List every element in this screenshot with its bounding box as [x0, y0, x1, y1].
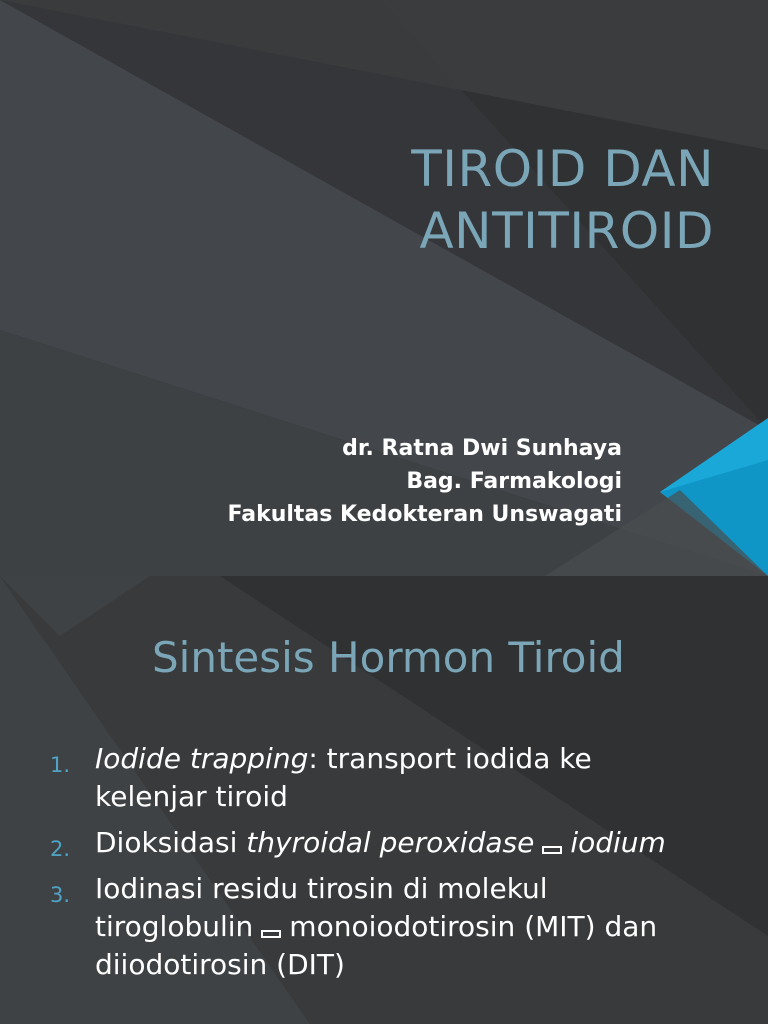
slide-title	[114, 138, 714, 262]
list-number: 3.	[50, 883, 71, 907]
list-item	[0, 740, 768, 816]
italic-term: iodium	[570, 826, 666, 859]
slide-title: Sintesis Hormon Tiroid	[152, 633, 625, 682]
item-text: Iodinasi residu tirosin di molekul tiroglobulin	[95, 872, 548, 943]
department: Bag. Farmakologi	[406, 469, 622, 494]
right-arrow-icon	[261, 930, 281, 938]
right-arrow-icon	[542, 846, 562, 854]
italic-term: Iodide trapping	[95, 742, 309, 775]
item-text: : transport iodida ke kelenjar tiroid	[95, 742, 592, 813]
faculty: Fakultas Kedokteran Unswagati	[227, 502, 622, 527]
author-name: dr. Ratna Dwi Sunhaya	[342, 436, 622, 461]
content-slide	[0, 576, 768, 1024]
synthesis-steps-list	[0, 740, 768, 992]
italic-term: thyroidal peroxidase	[246, 826, 535, 859]
list-item	[0, 870, 768, 984]
list-item	[0, 824, 768, 862]
list-number: 1.	[50, 753, 71, 777]
title-line-1: TIROID DAN	[411, 140, 714, 198]
item-text: Dioksidasi	[95, 826, 247, 859]
list-number: 2.	[50, 837, 71, 861]
title-line-2: ANTITIROID	[419, 202, 714, 260]
slide-subtitle	[62, 432, 622, 531]
item-text: monoiodotirosin (MIT) dan diiodotirosin (DIT)	[95, 910, 658, 981]
